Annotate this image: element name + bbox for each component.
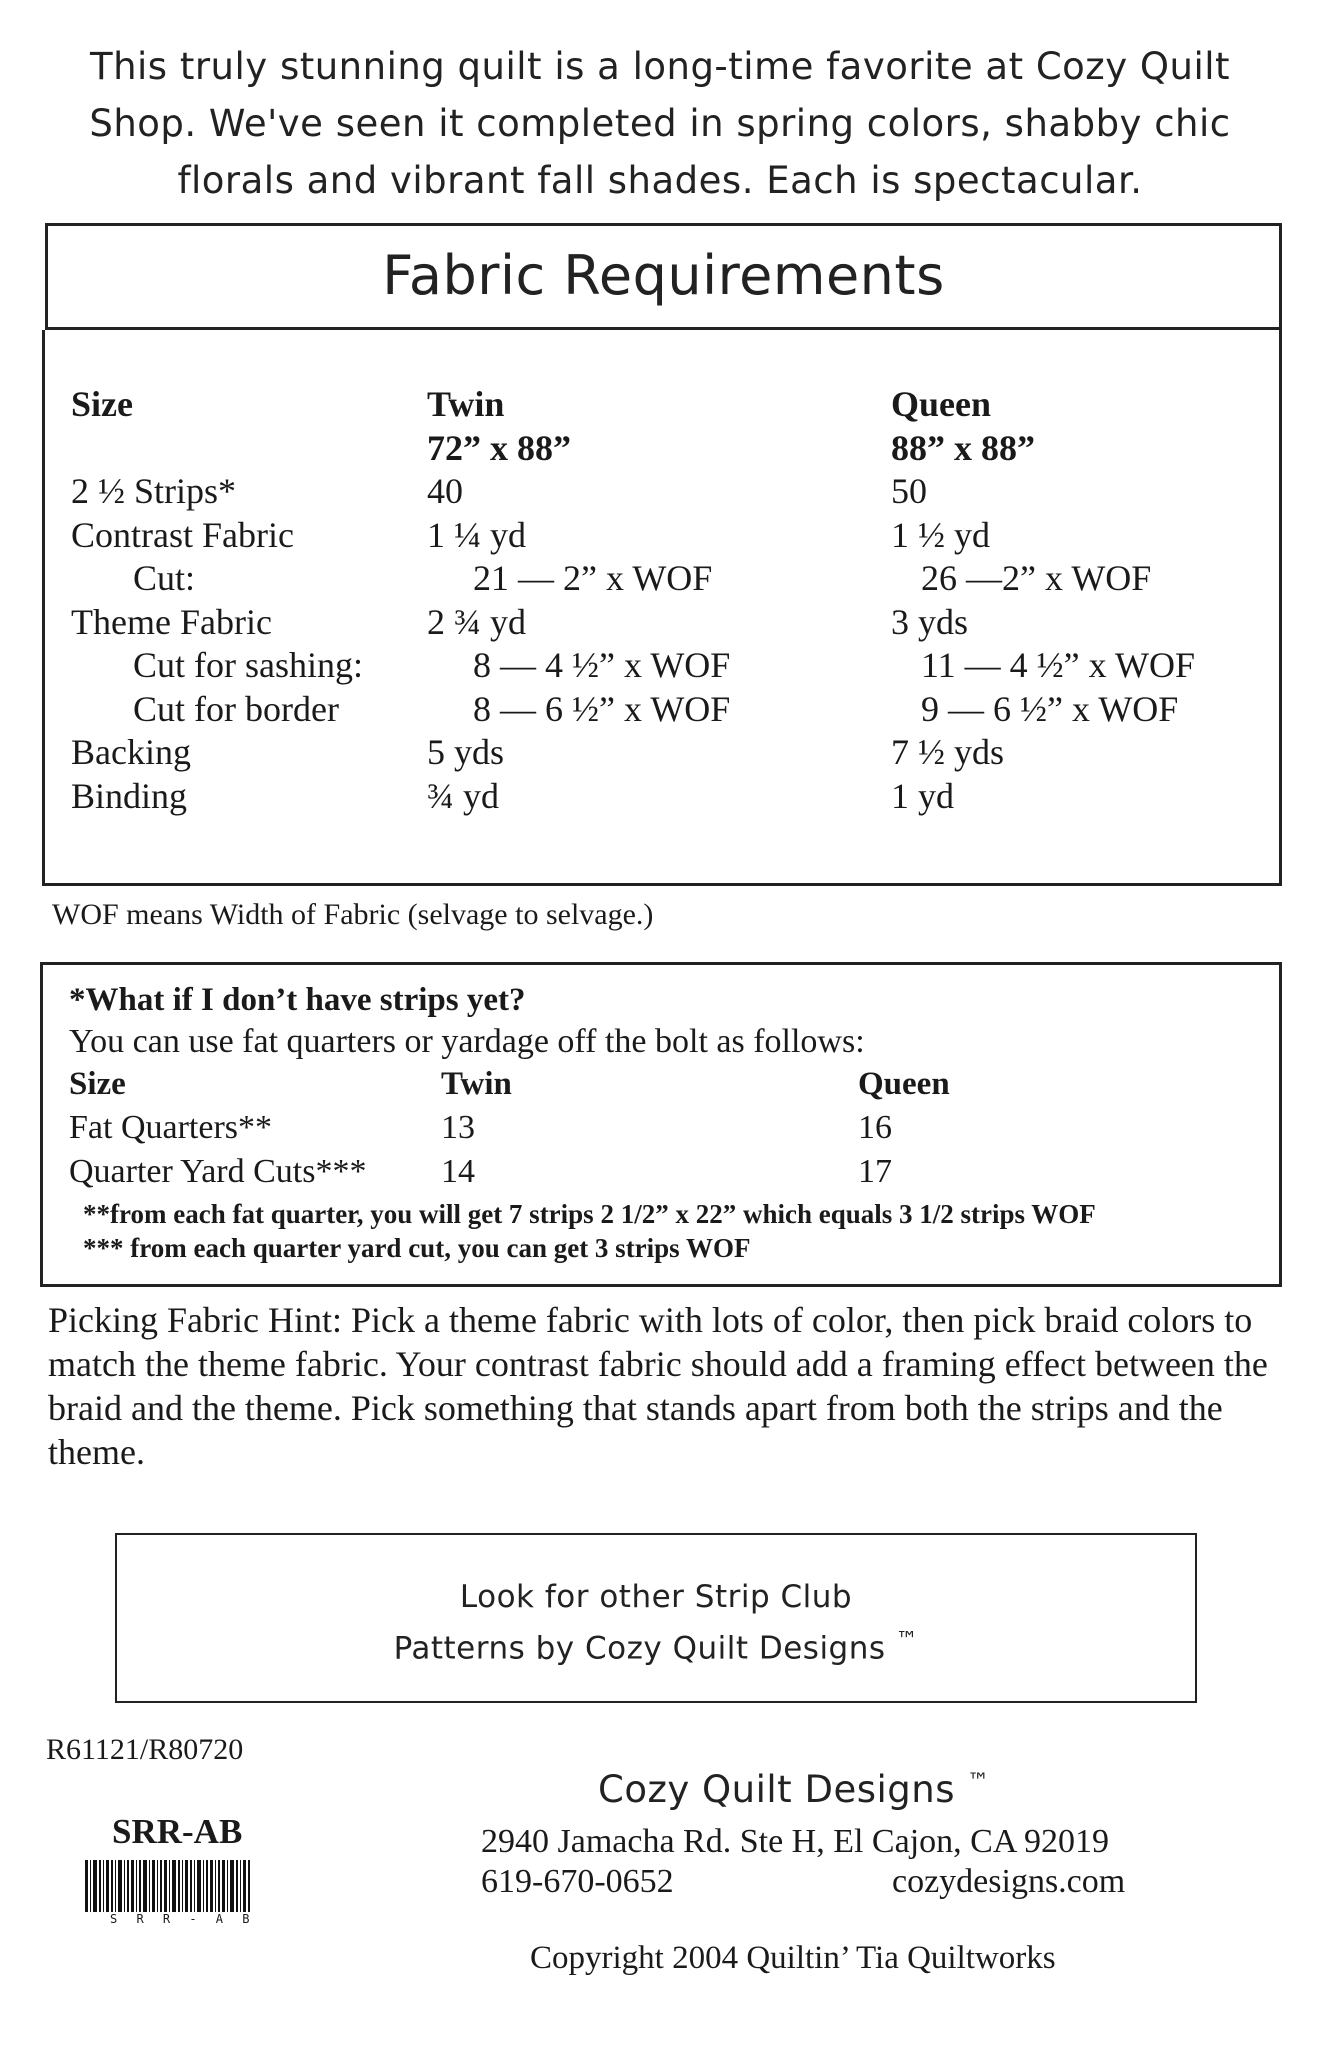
row-queen-value: 3 yds [891, 602, 969, 642]
barcode-image [85, 1860, 280, 1912]
row-twin-value: 1 ¼ yd [427, 515, 526, 555]
row-twin-value: 8 — 6 ½” x WOF [473, 689, 731, 729]
look-for-text: Patterns by Cozy Quilt Designs [393, 1630, 886, 1667]
company-website: cozydesigns.com [892, 1863, 1126, 1900]
intro-paragraph [60, 38, 1260, 209]
row-twin-value: 40 [427, 471, 463, 511]
header-queen: Queen [891, 384, 992, 424]
strips-row-twin: 14 [441, 1153, 475, 1190]
revision-code: R61121/R80720 [46, 1733, 244, 1766]
intro-line: This truly stunning quilt is a long-time favorite at Cozy Quilt [89, 45, 1231, 88]
row-queen-value: 1 yd [891, 776, 954, 816]
row-twin-value: 8 — 4 ½” x WOF [473, 645, 731, 685]
picking-fabric-hint: Picking Fabric Hint: Pick a theme fabric with lots of color, then pick braid colors to match the theme fabric. Your contrast fabric should add a framing effect between the braid and the theme. Pick something that stands apart from both the strips and the theme. [48, 1300, 1268, 1472]
row-queen-value: 11 — 4 ½” x WOF [921, 645, 1195, 685]
strips-row-label: Fat Quarters** [69, 1109, 273, 1146]
row-label: Backing [71, 732, 191, 772]
wof-note: WOF means Width of Fabric (selvage to selvage.) [52, 898, 654, 931]
row-label: 2 ½ Strips* [71, 471, 237, 511]
header-twin: Twin [427, 384, 505, 424]
row-label: Binding [71, 776, 188, 816]
look-for-box [115, 1533, 1197, 1703]
row-twin-value: 5 yds [427, 732, 505, 772]
strips-alternative-box [40, 962, 1282, 1287]
row-twin-value: 21 — 2” x WOF [473, 558, 713, 598]
header-queen-dimensions: 88” x 88” [891, 428, 1035, 468]
row-twin-value: 2 ¾ yd [427, 602, 526, 642]
fabric-requirements-title: Fabric Requirements [382, 244, 945, 307]
header-twin-dimensions: 72” x 88” [427, 428, 571, 468]
trademark-symbol: ™ [895, 1628, 919, 1653]
fabric-requirements-title-box [45, 223, 1282, 330]
row-label: Theme Fabric [71, 602, 272, 642]
company-phone: 619-670-0652 [481, 1863, 674, 1900]
copyright: Copyright 2004 Quiltin’ Tia Quiltworks [530, 1940, 1056, 1976]
header-size: Size [71, 384, 133, 424]
row-queen-value: 26 —2” x WOF [921, 558, 1152, 598]
row-label: Cut for border [133, 689, 339, 729]
intro-line: Shop. We've seen it completed in spring colors, shabby chic [89, 102, 1231, 145]
strips-question: *What if I don’t have strips yet? [69, 982, 526, 1018]
row-queen-value: 7 ½ yds [891, 732, 1005, 772]
barcode-text: S R R - A B [110, 1912, 256, 1926]
company-name: Cozy Quilt Designs [598, 1768, 955, 1811]
fabric-requirements-table [42, 330, 1282, 886]
intro-line: florals and vibrant fall shades. Each is spectacular. [177, 159, 1143, 202]
strips-header-size: Size [69, 1066, 126, 1102]
trademark-symbol: ™ [967, 1769, 990, 1795]
strips-header-queen: Queen [858, 1066, 950, 1102]
strips-footnote: **from each fat quarter, you will get 7 strips 2 1/2” x 22” which equals 3 1/2 strips WOF [83, 1199, 1096, 1229]
strips-header-twin: Twin [441, 1066, 512, 1102]
row-label: Contrast Fabric [71, 515, 294, 555]
row-twin-value: ¾ yd [427, 776, 499, 816]
strips-row-queen: 17 [858, 1153, 892, 1190]
row-queen-value: 50 [891, 471, 927, 511]
row-label: Cut: [133, 558, 196, 598]
row-queen-value: 1 ½ yd [891, 515, 990, 555]
look-for-line: Look for other Strip Club [459, 1579, 853, 1615]
strips-row-queen: 16 [858, 1109, 892, 1146]
row-queen-value: 9 — 6 ½” x WOF [921, 689, 1179, 729]
strips-intro: You can use fat quarters or yardage off the bolt as follows: [69, 1023, 865, 1060]
strips-row-twin: 13 [441, 1109, 475, 1146]
company-name-line [598, 1768, 990, 1811]
look-for-line [117, 1628, 1195, 1666]
strips-row-label: Quarter Yard Cuts*** [69, 1153, 367, 1190]
row-label: Cut for sashing: [133, 645, 363, 685]
company-address: 2940 Jamacha Rd. Ste H, El Cajon, CA 92019 [481, 1823, 1110, 1860]
strips-footnote: *** from each quarter yard cut, you can get 3 strips WOF [83, 1233, 751, 1263]
sku-label: SRR-AB [112, 1812, 243, 1851]
